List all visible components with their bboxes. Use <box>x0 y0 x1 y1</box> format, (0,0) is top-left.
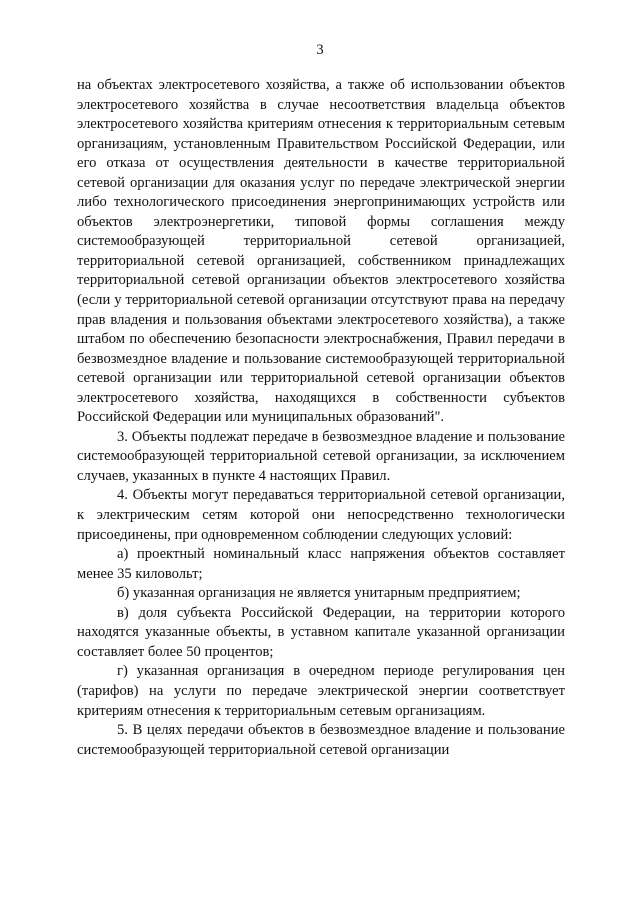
paragraph-continuation: на объектах электросетевого хозяйства, а также об использовании объектов электросетевого хозяйства в случае несоответствия владельца объектов электросетевого хозяйства критериям отнесения к территориальным сетевым организациям, установленным Правительством Российской Федерации, или его отказа от осуществления деятельности в качестве территориальной сетевой организации для оказания услуг по передаче электрической энергии либо технологического присоединения энергопринимающих устройств или объектов электроэнергетики, типовой формы соглашения между системообразующей территориальной сетевой организацией, территориальной сетевой организацией, собственником принадлежащих территориальной сетевой организации объектов электросетевого хозяйства (если у территориальной сетевой организации отсутствуют права на передачу прав владения и пользования объектами электросетевого хозяйства), а также штабом по обеспечению безопасности электроснабжения, Правил передачи в безвозмездное владение и пользование системообразующей территориальной сетевой организации или территориальной сетевой организации объектов электросетевого хозяйства, находящихся в собственности субъектов Российской Федерации или муниципальных образований". <box>77 77 565 426</box>
document-body <box>77 76 565 760</box>
paragraph-item-3: 3. Объекты подлежат передаче в безвозмездное владение и пользование системообразующей территориальной сетевой организации, за исключением случаев, указанных в пункте 4 настоящих Правил. <box>77 428 565 484</box>
subitem-b: б) указанная организация не является унитарным предприятием; <box>117 585 521 602</box>
paragraph-item-4: 4. Объекты могут передаваться территориальной сетевой организации, к электрическим сетям которой они непосредственно технологически присоединены, при одновременном соблюдении следующих условий: <box>77 487 565 543</box>
paragraph-item-5: 5. В целях передачи объектов в безвозмездное владение и пользование системообразующей территориальной сетевой организации <box>77 722 565 758</box>
subitem-g: г) указанная организация в очередном периоде регулирования цен (тарифов) на услуги по передаче электрической энергии соответствует критериям отнесения к территориальным сетевым организациям. <box>77 663 565 719</box>
subitem-v: в) доля субъекта Российской Федерации, на территории которого находятся указанные объекты, в уставном капитале указанной организации составляет более 50 процентов; <box>77 604 565 660</box>
page-number: 3 <box>316 42 324 58</box>
subitem-a: а) проектный номинальный класс напряжения объектов составляет менее 35 киловольт; <box>77 546 565 582</box>
